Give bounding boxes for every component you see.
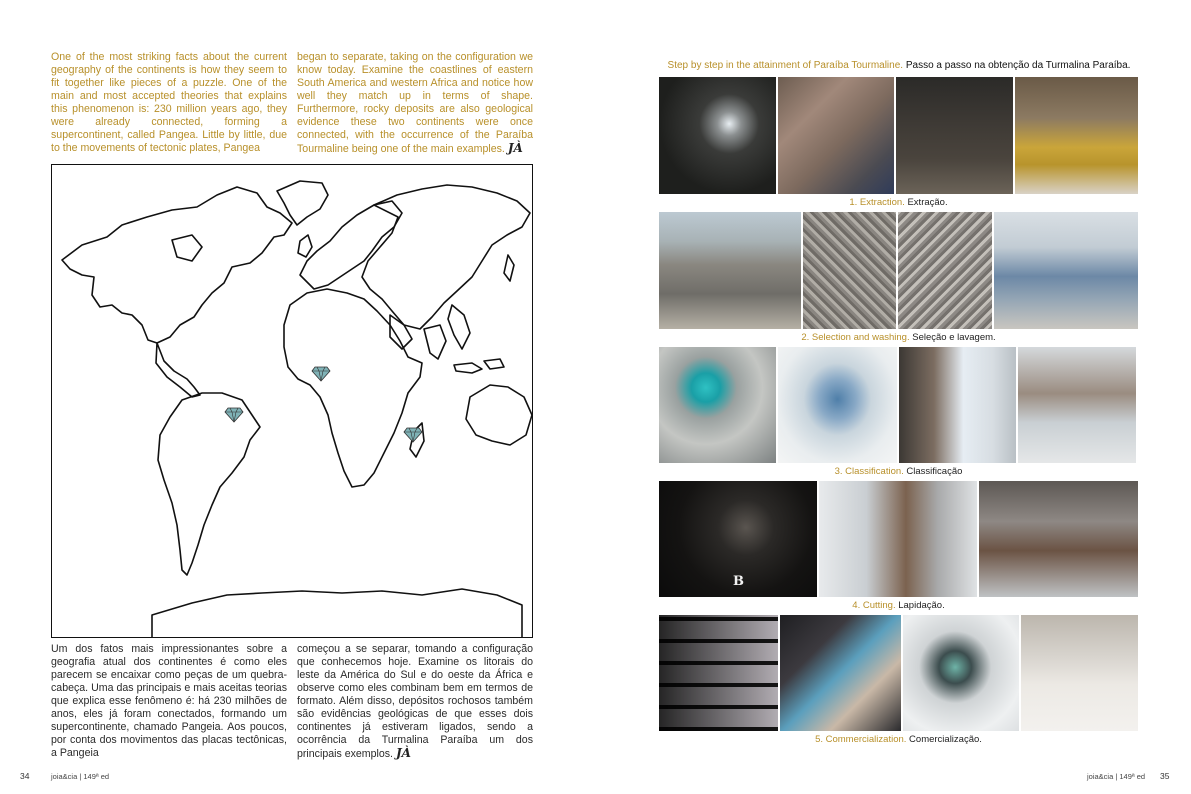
photo-section-title-en: Step by step in the attainment of Paraíba Tourmaline. (667, 60, 904, 71)
caption-step-1-en: 1. Extraction. (849, 197, 905, 208)
signature-logo: JÀ (395, 746, 411, 760)
photo-gem-boxes (1021, 615, 1138, 731)
photo-mine-lamp (659, 77, 776, 194)
caption-step-1-pt: Extração. (907, 197, 948, 208)
english-text-column-2-body: began to separate, taking on the configuration we know today. Examine the coastlines of eastern South America and western Africa and notice how well they match up in terms of shape. Furthermore, rocky deposits are also geological evidence these two continents were once connected, with the occurrence of the Paraíba Tourmaline being one of the main examples. (297, 51, 533, 155)
caption-step-3-en: 3. Classification. (834, 466, 904, 477)
continent-north-america (62, 187, 292, 343)
island-japan (504, 255, 514, 281)
peninsula-southeast-asia (448, 305, 470, 349)
caption-step-2-en: 2. Selection and washing. (801, 332, 910, 343)
caption-step-2 (659, 332, 1138, 343)
portuguese-text-column-2-body: começou a se separar, tomando a configuração que conhecemos hoje. Examine os litorais do leste da América do Sul e do oeste da África e observe como eles combinam bem em termos de formato. Além disso, depósitos rochosos também são evidências geológicas de que esses dois continentes já estiveram ligados, sendo a ocorrência da Turmalina Paraíba um dos principais exemplos. (297, 643, 533, 760)
continent-europe (300, 201, 402, 289)
photo-gem-inspection (1018, 347, 1136, 463)
caption-step-5-en: 5. Commercialization. (815, 734, 907, 745)
photo-lapidary-machine (819, 481, 977, 597)
english-text-column-1: One of the most striking facts about the current geography of the continents is how they seem to fit together like pieces of a puzzle. One of the main and most accepted theories that explains this phenomenon is: 230 million years ago, they were already connected, forming a supercontinent, called Pangea. Little by little, due to the movements of tectonic plates, Pangea (51, 51, 287, 154)
photo-row-cutting (659, 481, 1138, 597)
gem-icon (224, 407, 244, 423)
photo-row-commercialization (659, 615, 1138, 731)
photo-gem-on-stand (903, 615, 1019, 731)
caption-step-4 (659, 600, 1138, 611)
photo-gravel-closeup (898, 212, 992, 329)
signature-logo: JÀ (507, 141, 523, 155)
islands-indonesia (454, 359, 504, 373)
english-text-column-2 (297, 51, 533, 156)
photo-row-selection (659, 212, 1138, 329)
caption-step-5-pt: Comercialização. (909, 734, 982, 745)
photo-loader-machine (1015, 77, 1138, 194)
photo-raw-tourmaline (659, 347, 776, 463)
continent-australia (466, 385, 532, 445)
world-map (51, 164, 533, 638)
portuguese-text-column-2 (297, 643, 533, 761)
photo-conveyor-outdoor (659, 212, 801, 329)
photo-drilling-rock (778, 77, 895, 194)
island-britain (298, 235, 312, 257)
photo-gem-display-tray (659, 615, 778, 731)
photo-cutting-closeup (659, 481, 817, 597)
photo-rough-stones-box (780, 615, 901, 731)
portuguese-text-column-1: Um dos fatos mais impressionantes sobre a geografia atual dos continentes é como eles parecem se encaixar como peças de um quebra-cabeça. Uma das principais e mais aceitas teorias que explica esse fenômeno é: há 230 milhões de anos, eles já foram conectados, formando um supercontinente, chamado Pangeia. Aos poucos, por conta dos movimentos das placas tectônicas, a Pangeia (51, 643, 287, 759)
photo-watermark-logo: B (733, 574, 744, 589)
footer-right: joia&cia | 149ª ed (1087, 772, 1146, 781)
photo-section-title (660, 60, 1138, 72)
photo-gravel-pile (803, 212, 896, 329)
continent-antarctica (152, 589, 522, 638)
peninsula-india (424, 325, 446, 359)
photo-row-classification (659, 347, 1138, 463)
hudson-bay (172, 235, 202, 261)
photo-polishing-gem (979, 481, 1138, 597)
world-map-outline (52, 165, 533, 638)
photo-mineral-specimen (778, 347, 897, 463)
continent-south-america (158, 393, 260, 575)
continent-asia (362, 185, 530, 329)
gem-icon (403, 427, 423, 443)
page-number-left: 34 (20, 771, 30, 781)
continent-central-america (156, 343, 200, 397)
caption-step-5 (659, 734, 1138, 745)
caption-step-2-pt: Seleção e lavagem. (912, 332, 996, 343)
photo-row-extraction (659, 77, 1138, 194)
island-greenland (277, 181, 328, 225)
continent-africa (284, 289, 422, 487)
page-number-right: 35 (1160, 771, 1170, 781)
footer-left: joia&cia | 149ª ed (51, 772, 110, 781)
photo-sorting-line (994, 212, 1138, 329)
photo-miners-tunnel (896, 77, 1013, 194)
photo-technician-classifying (899, 347, 1016, 463)
photo-section-title-pt: Passo a passo na obtenção da Turmalina Paraíba. (905, 60, 1131, 71)
caption-step-4-en: 4. Cutting. (852, 600, 896, 611)
caption-step-3 (659, 466, 1138, 477)
caption-step-3-pt: Classificação (906, 466, 963, 477)
caption-step-4-pt: Lapidação. (898, 600, 945, 611)
gem-icon (311, 366, 331, 382)
caption-step-1 (659, 197, 1138, 208)
